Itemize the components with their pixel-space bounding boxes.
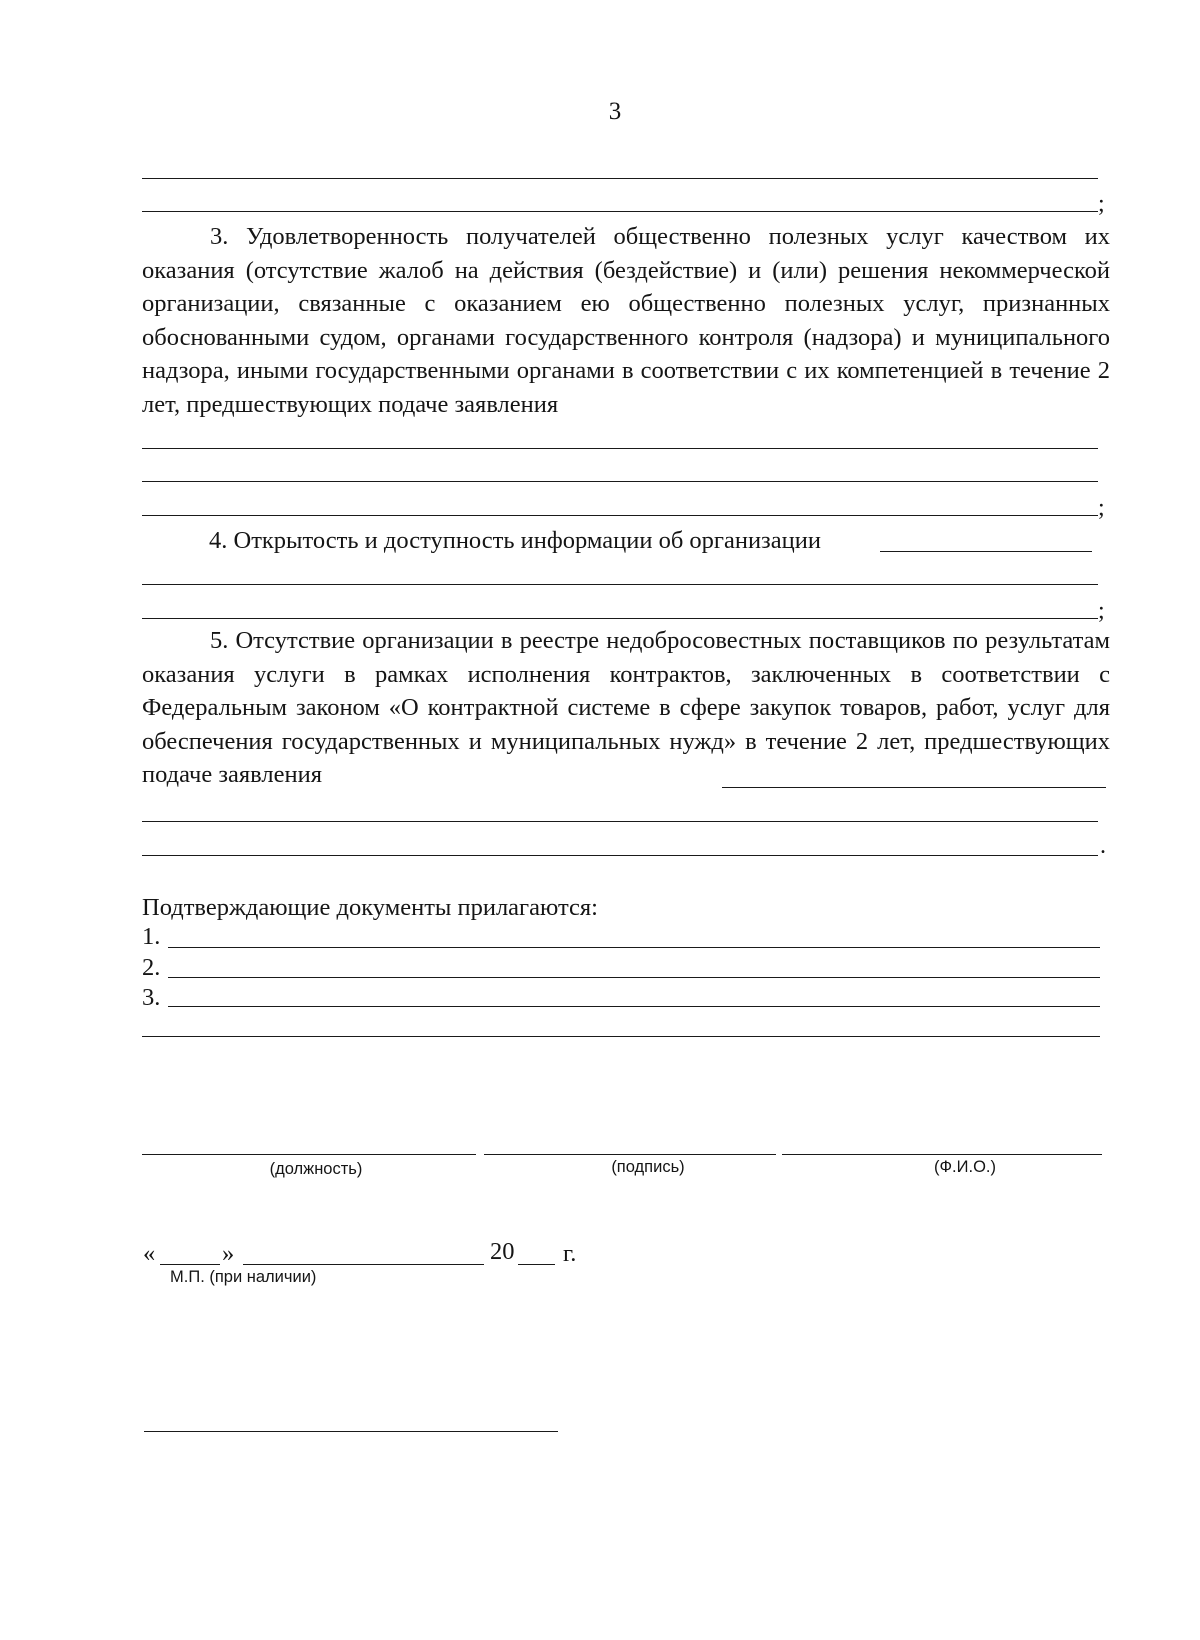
day-line <box>160 1264 220 1265</box>
year-prefix: 20 <box>490 1238 515 1265</box>
signature-caption: (подпись) <box>611 1158 685 1176</box>
semicolon: ; <box>1098 598 1105 624</box>
blank-line <box>880 551 1092 552</box>
stamp-label: М.П. (при наличии) <box>170 1268 317 1286</box>
date-close-quote: » <box>222 1240 235 1267</box>
documents-heading: Подтверждающие документы прилагаются: <box>142 894 598 921</box>
blank-line <box>142 515 1098 516</box>
name-caption: (Ф.И.О.) <box>934 1158 996 1176</box>
year-suffix: г. <box>563 1240 577 1267</box>
document-item-2-line <box>168 977 1100 978</box>
year-line <box>518 1264 555 1265</box>
signature-line <box>484 1154 776 1155</box>
semicolon: ; <box>1098 495 1105 521</box>
period: . <box>1100 833 1106 859</box>
blank-line <box>142 1036 1100 1037</box>
document-item-2-number: 2. <box>142 954 161 981</box>
semicolon: ; <box>1098 191 1105 217</box>
item-3-text: 3. Удовлетворенность получателей общественно полезных услуг качеством их оказания (отсутствие жалоб на действия (бездействие) и (или) решения некоммерческой организации, связанные с оказанием ею общественно полезных услуг, признанных обоснованными судом, органами государственного контроля (надзора) и муниципального надзора, иными государственными органами в соответствии с их компетенцией в течение 2 лет, предшествующих подаче заявления <box>142 223 1110 418</box>
date-open-quote: « <box>143 1240 156 1267</box>
page-number: 3 <box>608 98 622 125</box>
document-item-1-number: 1. <box>142 923 161 950</box>
blank-line <box>142 448 1098 449</box>
blank-line <box>142 618 1098 619</box>
footnote-separator <box>144 1431 558 1432</box>
blank-line <box>142 211 1098 212</box>
blank-line <box>142 178 1098 179</box>
document-item-3-number: 3. <box>142 984 161 1011</box>
blank-line <box>142 584 1098 585</box>
blank-line <box>142 855 1098 856</box>
position-line <box>142 1154 476 1155</box>
blank-line <box>142 821 1098 822</box>
blank-line <box>142 481 1098 482</box>
item-4-text: 4. Открытость и доступность информации об организации <box>209 527 821 554</box>
name-line <box>782 1154 1102 1155</box>
document-item-1-line <box>168 947 1100 948</box>
blank-line <box>722 787 1106 788</box>
month-line <box>243 1264 484 1265</box>
position-caption: (должность) <box>269 1160 363 1178</box>
item-5-text: 5. Отсутствие организации в реестре недобросовестных поставщиков по результатам оказания услуги в рамках исполнения контрактов, заключенных в соответствии с Федеральным законом «О контрактной системе в сфере закупок товаров, работ, услуг для обеспечения государственных и муниципальных нужд» в течение 2 лет, предшествующих подаче заявления <box>142 627 1110 789</box>
document-item-3-line <box>168 1006 1100 1007</box>
